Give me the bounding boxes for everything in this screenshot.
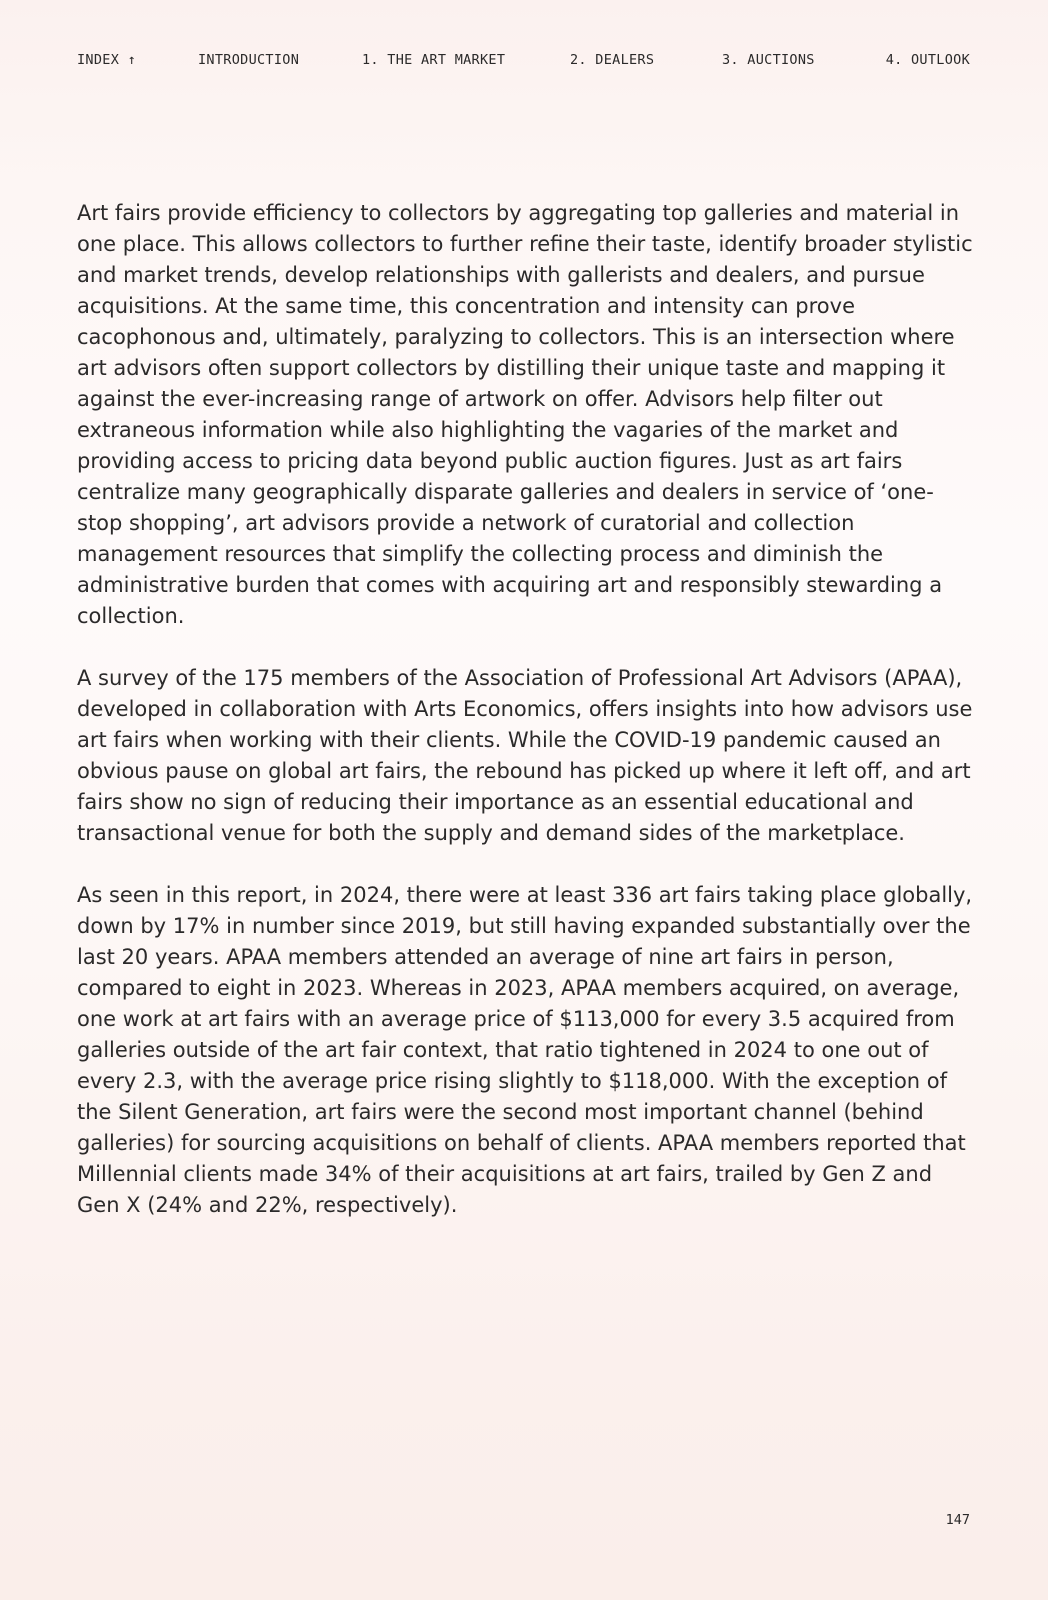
- page-number: 147: [945, 1512, 970, 1528]
- body-paragraph: A survey of the 175 members of the Association of Professional Art Advisors (APAA), developed in collaboration with Arts Economics, offers insights into how advisors use art fairs when working with their clients. While the COVID-19 pandemic caused an obvious pause on global art fairs, the rebound has picked up where it left off, and art fairs show no sign of reducing their importance as an essential educational and transactional venue for both the supply and demand sides of the marketplace.: [77, 666, 973, 845]
- nav-art-market-link[interactable]: 1. THE ART MARKET: [362, 52, 506, 68]
- nav-introduction-link[interactable]: INTRODUCTION: [198, 52, 300, 68]
- nav-auctions-link[interactable]: 3. AUCTIONS: [722, 52, 815, 68]
- article-body: [77, 198, 977, 1252]
- body-paragraph: As seen in this report, in 2024, there were at least 336 art fairs taking place globally, down by 17% in number since 2019, but still having expanded substantially over the last 20 years. APAA members attended an average of nine art fairs in person, compared to eight in 2023. Whereas in 2023, APAA members acquired, on average, one work at art fairs with an average price of $113,000 for every 3.5 acquired from galleries outside of the art fair context, that ratio tightened in 2024 to one out of every 2.3, with the average price rising slightly to $118,000. With the exception of the Silent Generation, art fairs were the second most important channel (behind galleries) for sourcing acquisitions on behalf of clients. APAA members reported that Millennial clients made 34% of their acquisitions at art fairs, trailed by Gen Z and Gen X (24% and 22%, respectively).: [77, 883, 973, 1217]
- nav-dealers-link[interactable]: 2. DEALERS: [570, 52, 655, 68]
- nav-outlook-link[interactable]: 4. OUTLOOK: [885, 52, 970, 68]
- body-paragraph: Art fairs provide efficiency to collectors by aggregating top galleries and material in one place. This allows collectors to further refine their taste, identify broader stylistic and market trends, develop relationships with gallerists and dealers, and pursue acquisitions. At the same time, this concentration and intensity can prove cacophonous and, ultimately, paralyzing to collectors. This is an intersection where art advisors often support collectors by distilling their unique taste and mapping it against the ever-increasing range of artwork on offer. Advisors help filter out extraneous information while also highlighting the vagaries of the market and providing access to pricing data beyond public auction figures. Just as art fairs centralize many geographically disparate galleries and dealers in service of ‘one-stop shopping’, art advisors provide a network of curatorial and collection management resources that simplify the collecting process and diminish the administrative burden that comes with acquiring art and responsibly stewarding a collection.: [77, 201, 973, 628]
- top-navigation: [77, 52, 970, 74]
- nav-index-link[interactable]: INDEX ↑: [77, 52, 136, 68]
